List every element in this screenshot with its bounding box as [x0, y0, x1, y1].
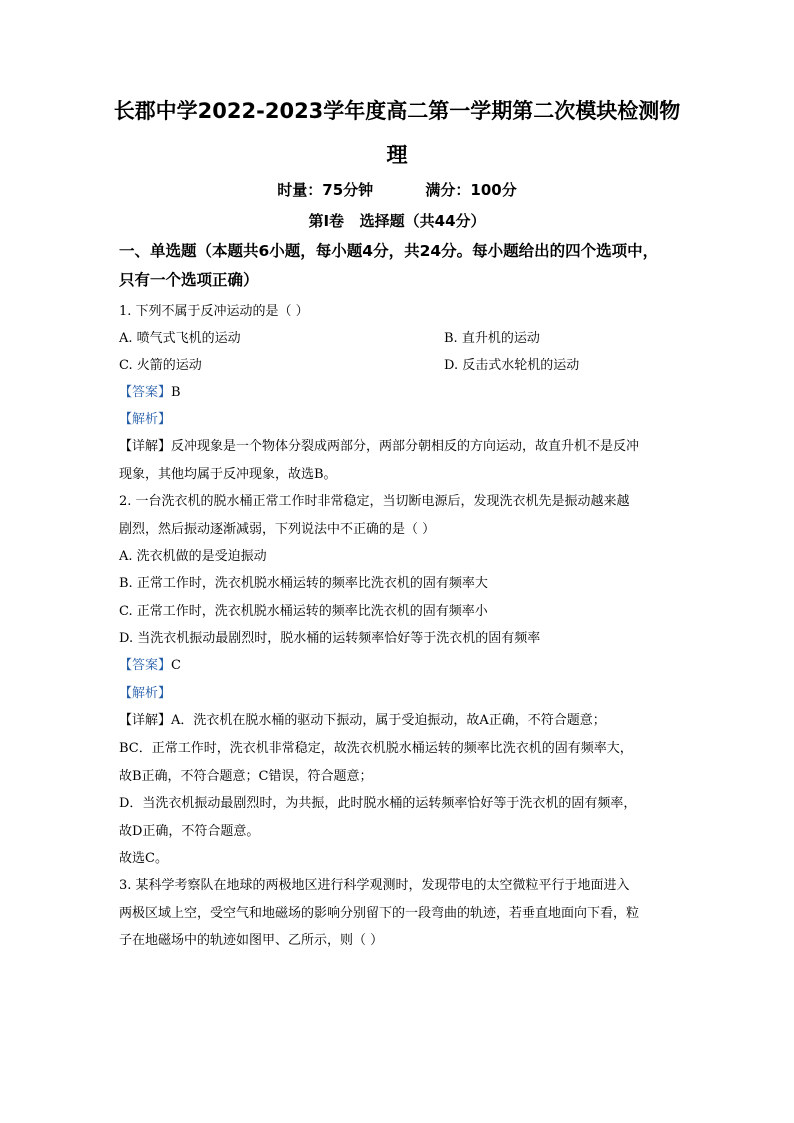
- q3-stem-line-3: 子在地磁场中的轨迹如图甲、乙所示，则（ ）: [119, 933, 384, 948]
- answer-tag: 【答案】: [119, 385, 172, 400]
- q1-detail-line-2: 现象，其他均属于反冲现象，故选B。: [119, 467, 337, 482]
- q2-answer-value: C: [171, 658, 181, 673]
- q3-stem-line-2: 两极区域上空，受空气和地磁场的影响分别留下的一段弯曲的轨迹，若垂直地面向下看，粒: [119, 906, 640, 921]
- q1-answer: [119, 384, 181, 402]
- q1-detail-text-1: 反冲现象是一个物体分裂成两部分，两部分朝相反的方向运动，故直升机不是反冲: [171, 439, 640, 454]
- q2-detail-line-5: 故D正确，不符合题意。: [119, 824, 260, 839]
- q1-answer-value: B: [171, 385, 181, 400]
- q2-stem-line-1: 2. 一台洗衣机的脱水桶正常工作时非常稳定，当切断电源后，发现洗衣机先是振动越来越: [119, 494, 630, 509]
- answer-tag: 【答案】: [119, 658, 172, 673]
- q2-detail-line-2: BC．正常工作时，洗衣机非常稳定，故洗衣机脱水桶运转的频率比洗衣机的固有频率大，: [119, 741, 633, 756]
- volume-heading: 第Ⅰ卷 选择题（共44分）: [308, 212, 486, 230]
- q3-stem-line-1: 3. 某科学考察队在地球的两极地区进行科学观测时，发现带电的太空微粒平行于地面进入: [119, 878, 630, 893]
- q1-option-c: C. 火箭的运动: [119, 358, 202, 373]
- q2-option-a: A. 洗衣机做的是受迫振动: [119, 549, 267, 564]
- exam-title-line-2: 理: [386, 143, 408, 167]
- exam-title-line-1: 长郡中学2022-2023学年度高二第一学期第二次模块检测物: [113, 99, 681, 123]
- q1-detail-line-1: [119, 438, 639, 456]
- q2-option-d: D. 当洗衣机振动最剧烈时，脱水桶的运转频率恰好等于洗衣机的固有频率: [119, 631, 541, 646]
- q2-detail-line-3: 故B正确，不符合题意；C错误，符合题意；: [119, 769, 373, 784]
- q2-detail-line-4: D．当洗衣机振动最剧烈时，为共振，此时脱水桶的运转频率恰好等于洗衣机的固有频率，: [119, 796, 637, 811]
- q2-option-b: B. 正常工作时，洗衣机脱水桶运转的频率比洗衣机的固有频率大: [119, 576, 488, 591]
- section-heading-line-2: 只有一个选项正确）: [119, 271, 259, 289]
- q2-answer: [119, 657, 181, 675]
- analysis-tag: 【解析】: [119, 686, 172, 701]
- q1-analysis: [119, 411, 171, 429]
- q2-detail-line-1: [119, 712, 606, 730]
- q1-option-b: B. 直升机的运动: [444, 331, 540, 346]
- time-and-score: 时量：75分钟 满分：100分: [277, 181, 517, 199]
- detail-tag: 【详解】: [119, 439, 172, 454]
- q1-option-a: A. 喷气式飞机的运动: [119, 331, 241, 346]
- analysis-tag: 【解析】: [119, 412, 172, 427]
- q2-analysis: [119, 685, 171, 703]
- q1-option-d: D. 反击式水轮机的运动: [444, 358, 580, 373]
- q1-stem: 1. 下列不属于反冲运动的是（ ）: [119, 304, 309, 319]
- detail-tag: 【详解】: [119, 713, 172, 728]
- q2-stem-line-2: 剧烈，然后振动逐渐减弱，下列说法中不正确的是（ ）: [119, 522, 436, 537]
- q2-conclusion: 故选C。: [119, 851, 168, 866]
- q2-detail-text-1: A．洗衣机在脱水桶的驱动下振动，属于受迫振动，故A正确，不符合题意；: [171, 713, 606, 728]
- section-heading-line-1: 一、单选题（本题共6小题，每小题4分，共24分。每小题给出的四个选项中，: [119, 242, 659, 260]
- q2-option-c: C. 正常工作时，洗衣机脱水桶运转的频率比洗衣机的固有频率小: [119, 604, 488, 619]
